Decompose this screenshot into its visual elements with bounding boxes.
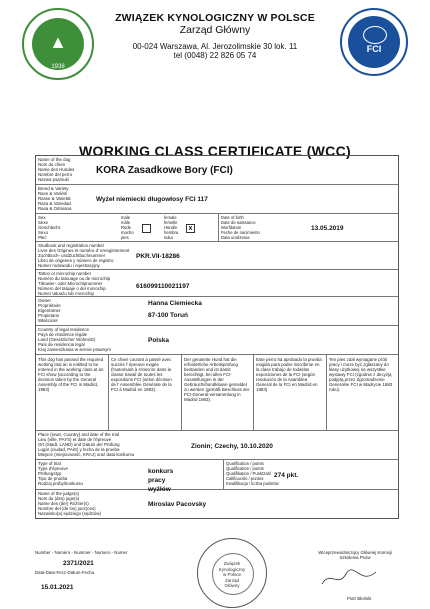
tattoo-label: Tattoo or microchip number Numéro du tatouage ou de microchip Tätowier- oder Microchipnummer Número del tatuaje o del microchip Numer tatuażu lub microchip: [38, 271, 111, 296]
sex-row: [36, 214, 398, 242]
fci-logo-text: FCI: [366, 44, 382, 54]
studbook-label: Studbook and registration number Livre des Origines et numéro d' enregistrement Zuchtbuch- undZuchtbuchnummer Libro de origenes y número de registro Numer rodowodu i rejestracyjny: [38, 243, 130, 268]
dog-name-label: Name of the dog Nom du chien Name des Hundes Nombre del perro Nazwa psa/suki: [38, 157, 75, 182]
zkwp-logo: [22, 8, 94, 80]
qualification-label: Qualification / points Qualification / points Qualifikation / Punktzahl Calificación / puntos Kwalifikacja / liczba punktów: [226, 461, 279, 486]
board-name: Zarząd Główny: [179, 24, 251, 36]
breed-row: [36, 185, 398, 214]
divider: [108, 355, 109, 430]
divider: [181, 355, 182, 430]
date-label: Data-Date-Fecz-Datum-Fecha: [35, 570, 95, 575]
dog-name-value: KORA Zasadkowe Bory (FCI): [96, 165, 233, 176]
address: 00-024 Warszawa, Al. Jerozolimskie 30 lok. 11: [132, 42, 298, 51]
male-checkbox[interactable]: [142, 224, 151, 233]
judge-label: Name of the judge(s) Nom du (des) juge(s) Name des (der) Richter(s) Nombre del (de los) juez(ces) Nazwisko(a) sędziego (sędziów): [38, 491, 101, 516]
telephone: tel (0048) 22 826 05 74: [173, 51, 257, 60]
letterhead: [95, 12, 335, 60]
judge-value: Miroslav Pacovsky: [148, 501, 207, 508]
tattoo-value: 616099110021197: [136, 283, 190, 290]
certificate-form: [35, 155, 399, 519]
dog-icon: ▲: [49, 32, 67, 52]
fci-logo: [340, 8, 408, 76]
place-label: Place (town, Country) and date of the trial Lieu (ville, PAYS) et date de l'épreuve Ort (Stadt, LAND) und Datum der Prüfung Lugar (ciudad, PAÍS) y fecha de la prueba Miejsce (miejscowość, KRAJ) oraz data konkursu: [38, 432, 135, 457]
declaration-pl: Ten pies zdał wymagane prób pracy i może być zgłaszany do klasy użytkowej na wszystkie wystawy FCI (zgodnie z decyzją podjętą przez Zgromadzenie Generalne FCI w Madrycie 1983 roku).: [329, 357, 393, 392]
studbook-row: [36, 242, 398, 270]
breed-value: Wyżeł niemiecki długowłosy FCI 117: [96, 196, 208, 203]
country-value: Polska: [148, 337, 169, 344]
declaration-fr: Ce chien courant a passé avec succès l' épreuve exigée (l'autorisant à s'inscrire dans la classe travail de toutes les expositions FCI (selon décision de l' Assemblée Générale de la FCI à Madrid en 1983).: [111, 357, 172, 392]
place-value: Zionin; Czechy, 10.10.2020: [191, 443, 273, 450]
seal-text: Związek Kynologiczny w Polsce Zarząd Główny: [218, 561, 246, 588]
trial-label: Type of trial Type d'épreuve Prüfungstyp Tipo de prueba Rodzaj próby/konkursu: [38, 461, 83, 486]
female-checkbox[interactable]: x: [186, 224, 195, 233]
divider: [326, 355, 327, 430]
owner-label: Owner Propriétaire Eigentümer Propietario Właściciel: [38, 298, 61, 323]
organization-name: ZWIĄZEK KYNOLOGICZNY W POLSCE: [115, 12, 315, 24]
trial-row: [36, 460, 398, 493]
country-row: [36, 326, 398, 355]
owner-city: 87-100 Toruń: [148, 312, 188, 319]
signer-name: Piotr Błoński: [347, 596, 372, 601]
female-label: female femelle Hündin hembra suka: [164, 215, 179, 240]
certificate-title: WORKING CLASS CERTIFICATE (WCC): [79, 143, 351, 159]
declarations-row: [36, 355, 398, 431]
stamp-seal: [197, 538, 267, 608]
place-row: [36, 431, 398, 460]
country-label: Country of legal residence Pays de résidence légale Land (Gesetzlicher Wohnsitz) País de residencia legal Kraj zamieszkania w sensie prawnym: [38, 327, 111, 352]
divider: [253, 355, 254, 430]
zkwp-logo-year: 1938: [51, 64, 65, 70]
divider: [218, 214, 219, 241]
owner-name: Hanna Ciemiecka: [148, 300, 202, 307]
date-value: 15.01.2021: [41, 584, 74, 591]
breed-label: Breed & Variety Race & Variété Rasse & Varietät Raza & Variedad Rasa & Odmiana: [38, 186, 72, 211]
number-value: 2371/2021: [63, 560, 94, 567]
signature-scribble: [320, 566, 380, 590]
certificate-footer: [35, 552, 397, 607]
globe-icon: [363, 26, 387, 44]
number-label: Number - Numéro - Nummer - Numero - Numer: [35, 550, 128, 555]
declaration-es: Este perro ha aprobado la prueba exigida para poder inscribirse en la clase trabajo de todaslas exposiciones de la FCI (según resolución de la Asamblea General de la FCI en Madrid en 1983): [256, 357, 322, 392]
tattoo-row: [36, 270, 398, 297]
dob-label: Date of birth Date de naissance Wurfdatum Feche de nacimiento Data urodzenia: [221, 215, 260, 240]
judge-row: [36, 490, 398, 518]
declaration-en: This dog has passed the required working trial an is entitled to be entered in the working class at an FCI show (according to the decision taken by the General Assembly of the FCI in Madrid, 1983): [38, 357, 104, 392]
divider: [223, 460, 224, 489]
dog-name-row: [36, 156, 398, 185]
male-label: male mâle Rüde macho pies: [121, 215, 134, 240]
points-value: 274 pkt.: [274, 472, 299, 479]
declaration-de: Der genannte Hund hat die erforderliche Arbeitsprüfung bestanden und ist damit berechtigt, bei allen FCI-Ausstellungen in der Gebrauchshundklasse gemeldet zu werden (gemäß Beschluss der FCI-General-versammlung in Madrid 1983).: [184, 357, 250, 402]
dob-value: 13.05.2019: [311, 225, 344, 232]
sex-label: Sex Sexe Geschlecht Sexo Płeć: [38, 215, 60, 240]
trial-value: konkurs pracy wyżłów: [148, 468, 174, 493]
owner-row: [36, 297, 398, 326]
studbook-value: PKR.VII-18286: [136, 253, 180, 260]
signer-title: Wiceprzewodniczący Głównej Komisji Szkolenia Psów: [318, 550, 392, 560]
